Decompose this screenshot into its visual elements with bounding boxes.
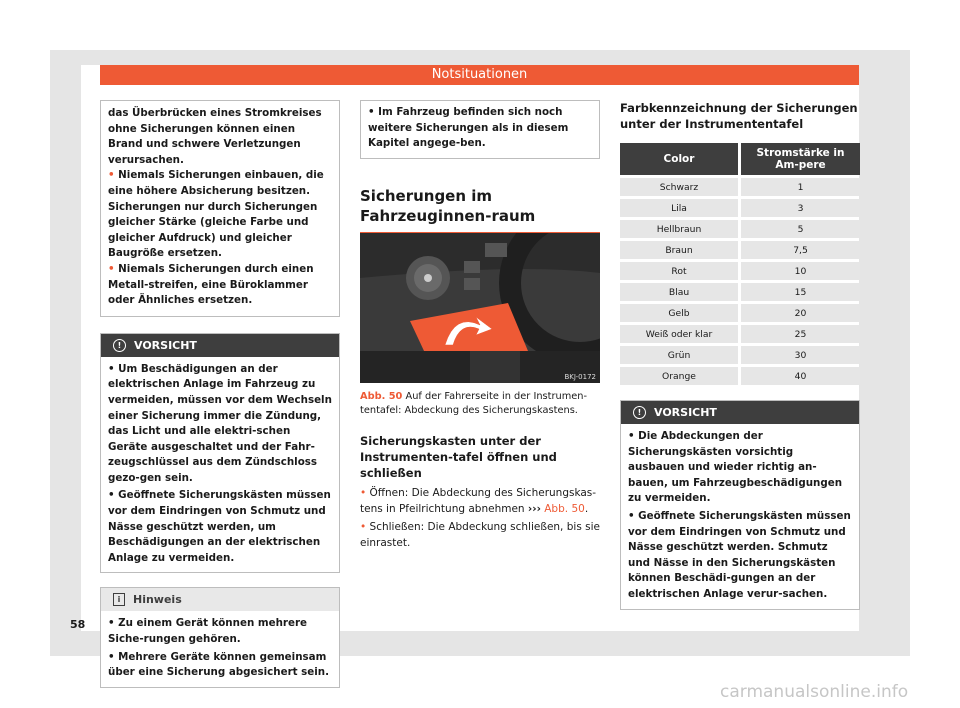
table-row: Orange 40 [620,367,860,385]
figure-caption: Abb. 50 Auf der Fahrerseite in der Instrumen-tentafel: Abdeckung des Sicherungskastens. [360,391,588,416]
table-row: Grün 30 [620,346,860,364]
left-column [100,100,340,688]
step-item: • Öffnen: Die Abdeckung des Sicherungskas-tens in Pfeilrichtung abnehmen ››› Abb. 50. [360,487,597,515]
bullet-icon: • [360,521,370,533]
caution-box [100,333,340,574]
caution-header [621,401,859,424]
bullet-icon: • [368,106,379,118]
table-row: Braun 7,5 [620,241,860,259]
note-box: • Im Fahrzeug befinden sich noch weitere Sicherungen als in diesem Kapitel angege-ben. [360,100,600,159]
table-row: Blau 15 [620,283,860,301]
bullet-icon: • [108,489,119,502]
caution-item: • Geöffnete Sicherungskästen müssen vor dem Eindringen von Schmutz und Nässe geschützt werden. Schmutz und Nässe in den Sicherungskästen können Beschädi-gungen an der elektrischen Anlage verur-sachen. [628,509,851,600]
caution-icon: ! [633,406,646,419]
bullet-icon: • [628,509,639,522]
figure-link[interactable]: Abb. 50 [544,503,585,515]
procedure [360,433,600,551]
bullet-icon: • [108,650,119,663]
table-row: Rot 10 [620,262,860,280]
bullet-icon: • [108,362,119,375]
chapter-header: Notsituationen [100,65,859,85]
caution-header [101,334,339,357]
fuse-cover-illustration [360,233,600,383]
hint-item: • Zu einem Gerät können mehrere Siche-rungen gehören. [108,617,308,646]
caution-title: VORSICHT [134,338,197,352]
subsection-title: Sicherungskasten unter der Instrumenten-tafel öffnen und schließen [360,434,557,480]
column-header: Stromstärke in Am-pere [738,143,860,175]
table-header-row [620,143,860,175]
warning-item: • Niemals Sicherungen einbauen, die eine höhere Absicherung besitzen. Sicherungen nur durch Sicherungen gleicher Stärke (gleiche Farbe und gleicher Aufdruck) und gleicher Baugröße ersetzen. [108,169,324,260]
figure-code: BKJ-0172 [564,373,596,381]
middle-column [360,100,600,233]
caution-item: • Um Beschädigungen an der elektrischen Anlage im Fahrzeug zu vermeiden, müssen vor dem Wechseln einer Sicherung immer die Zündung, das Licht und alle elektri-schen Geräte ausgeschaltet und der Fahr-zeugschlüssel aus dem Zündschloss gezo-gen sein. [108,362,332,484]
warning-box [100,100,340,317]
table-title: Farbkennzeichnung der Sicherungen unter der Instrumententafel [620,101,858,131]
step-item: • Schließen: Die Abdeckung schließen, bis sie einrastet. [360,521,600,549]
column-header: Color [620,143,738,175]
hint-title: Hinweis [133,593,182,607]
hint-body [101,611,339,686]
warning-intro: das Überbrücken eines Stromkreises ohne Sicherungen können einen Brand und schwere Verletzungen verursachen. [108,107,322,166]
hint-header [101,588,339,611]
table-row: Lila 3 [620,199,860,217]
arrows-icon: ››› [527,503,541,515]
caution-body [101,357,339,573]
bullet-icon: • [628,430,639,442]
dashboard-figure [360,233,600,383]
caution-icon: ! [113,339,126,352]
bullet-icon: • [360,487,370,499]
info-icon: i [113,593,125,606]
section-title: Sicherungen im Fahrzeuginnen-raum [360,186,600,233]
table-row: Hellbraun 5 [620,220,860,238]
figure-label: Abb. 50 [360,391,403,402]
right-column [620,100,860,610]
caution-body [621,424,859,609]
caution-box [620,400,860,610]
page-number: 58 [70,618,86,631]
table-row: Gelb 20 [620,304,860,322]
fuse-color-table [620,140,860,388]
bullet-icon: • [108,617,119,630]
warning-item: • Niemals Sicherungen durch einen Metall-streifen, eine Büroklammer oder Ähnliches ersetzen. [108,262,314,307]
hint-item: • Mehrere Geräte können gemeinsam über eine Sicherung abgesichert sein. [108,650,330,679]
caution-title: VORSICHT [654,406,717,419]
caution-item: • Die Abdeckungen der Sicherungskästen vorsichtig ausbauen und wieder richtig an-bauen, um Fahrzeugbeschädigungen zu vermeiden. [628,430,843,505]
hint-box [100,587,340,687]
bullet-icon: • [108,169,119,182]
watermark: carmanualsonline.info [720,682,909,702]
caution-item: • Geöffnete Sicherungskästen müssen vor dem Eindringen von Schmutz und Nässe geschützt werden, um Beschädigungen an der elektrischen Anlage zu vermeiden. [108,489,331,564]
table-row: Schwarz 1 [620,178,860,196]
bullet-icon: • [108,262,119,275]
table-row: Weiß oder klar 25 [620,325,860,343]
